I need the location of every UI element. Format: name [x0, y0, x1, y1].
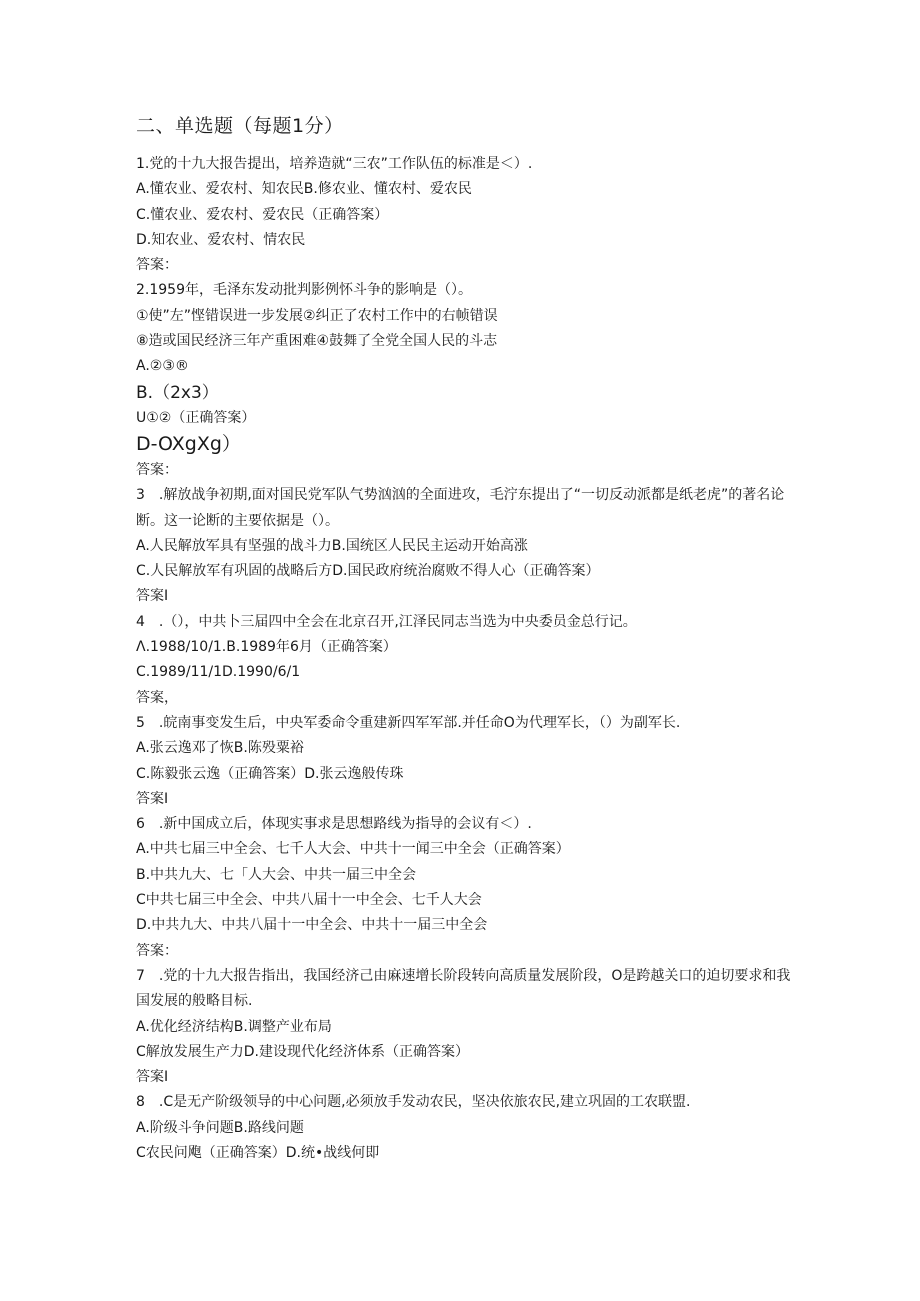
- question-8-options-cd: C农民问飑（正确答案）D.统•战线何即: [136, 1144, 380, 1161]
- question-6-stem: 6 .新中国成立后，体现实事求是思想路线为指导的会议有＜）.: [136, 816, 532, 833]
- question-5-options-ab: A.张云逸邓了恢B.陈殁粟裕: [136, 740, 304, 757]
- question-5-stem: 5 .皖南事变发生后，中央军委命令重建新四军军部.并任命O为代理军长，（）为副军长.: [136, 714, 681, 731]
- answer-label: 答案：: [136, 942, 178, 959]
- answer-label: 答案I: [136, 790, 169, 807]
- question-1-option-d: D.知农业、爱农村、情农民: [136, 231, 306, 248]
- answer-label: 答案I: [136, 588, 169, 605]
- question-7-options-cd: C解放发展生产力D.建设现代化经济体系（正确答案）: [136, 1043, 470, 1060]
- question-2-stem: 2.1959年，毛泽东发动批判影例怀斗争的影响是（）。: [136, 282, 472, 299]
- question-6-option-c: C中共七届三中全会、中共八届十一中全会、七千人大会: [136, 892, 482, 909]
- question-2-option-a: A.②③®: [136, 358, 189, 375]
- question-7-options-ab: A.优化经济结构B.调整产业布局: [136, 1018, 332, 1035]
- question-8-stem: 8 .C是无产阶级领导的中心问题,必须放手发动农民，坚决依旅农民,建立巩固的工农联盟.: [136, 1094, 691, 1111]
- answer-label: 答案：: [136, 461, 178, 478]
- answer-label: 答案：: [136, 257, 178, 274]
- question-3-options-cd: C.人民解放军有巩固的战略后方D.国民政府统治腐败不得人心（正确答案）: [136, 563, 600, 580]
- question-4-stem: 4 .（），中共卜三届四中全会在北京召开,江泽民同志当选为中央委员金总行记。: [136, 613, 637, 630]
- question-5-options-cd: C.陈毅张云逸（正确答案）D.张云逸般传珠: [136, 765, 404, 782]
- question-4-options-cd: C.1989/11/1D.1990/6/1: [136, 664, 301, 681]
- question-2-statement-1: ①使”左”悭错误进一步发展②纠正了农村工作中的右帧错误: [136, 307, 498, 324]
- question-3-stem: 3 .解放战争初期,面对国民党军队气势汹汹的全面进攻，毛泞东提出了“一切反动派都是纸老虎”的著名论断。这一论断的主要依据是（）。: [136, 487, 785, 529]
- question-6-option-a: A.中共七届三中全会、七千人大会、中共十一闻三中全会（正确答案）: [136, 841, 570, 858]
- question-6-option-b: B.中共九大、七「人大会、中共一届三中全会: [136, 866, 417, 883]
- question-2-statement-2: ⑧造或国民经济三年产重困难④鼓舞了全党全国人民的斗志: [136, 333, 498, 350]
- section-title: 二、单选题（每题1分）: [136, 115, 344, 137]
- question-2-option-b: B.（2x3）: [136, 382, 219, 403]
- question-3-options-ab: A.人民解放军具有坚强的战斗力B.国统区人民民主运动开始高涨: [136, 537, 528, 554]
- question-1-options-ab: A.懂农业、爱农村、知农民B.修农业、懂农村、爱农民: [136, 181, 472, 198]
- question-2-option-c: U①②（正确答案）: [136, 409, 256, 426]
- question-4-options-ab: Λ.1988/10/1.B.1989年6月（正确答案）: [136, 639, 397, 656]
- question-6-option-d: D.中共九大、中共八届十一中全会、中共十一届三中全会: [136, 917, 488, 934]
- document-page: [136, 112, 796, 1166]
- question-8-options-ab: A.阶级斗争问题B.路线问题: [136, 1119, 304, 1136]
- question-7-stem: 7 .党的十九大报告指出，我国经济己由麻速增长阶段转向高质量发展阶段，O是跨越关口的迫切要求和我国发展的般略目标.: [136, 967, 791, 1010]
- answer-label: 答案，: [136, 689, 178, 706]
- answer-label: 答案I: [136, 1069, 169, 1086]
- question-2-option-d: D-OXgXg）: [136, 432, 241, 455]
- question-1-stem: 1.党的十九大报告提出，培养造就“三农”工作队伍的标准是＜）.: [136, 156, 533, 172]
- question-1-option-c: C.懂农业、爱农村、爱农民（正确答案）: [136, 206, 389, 223]
